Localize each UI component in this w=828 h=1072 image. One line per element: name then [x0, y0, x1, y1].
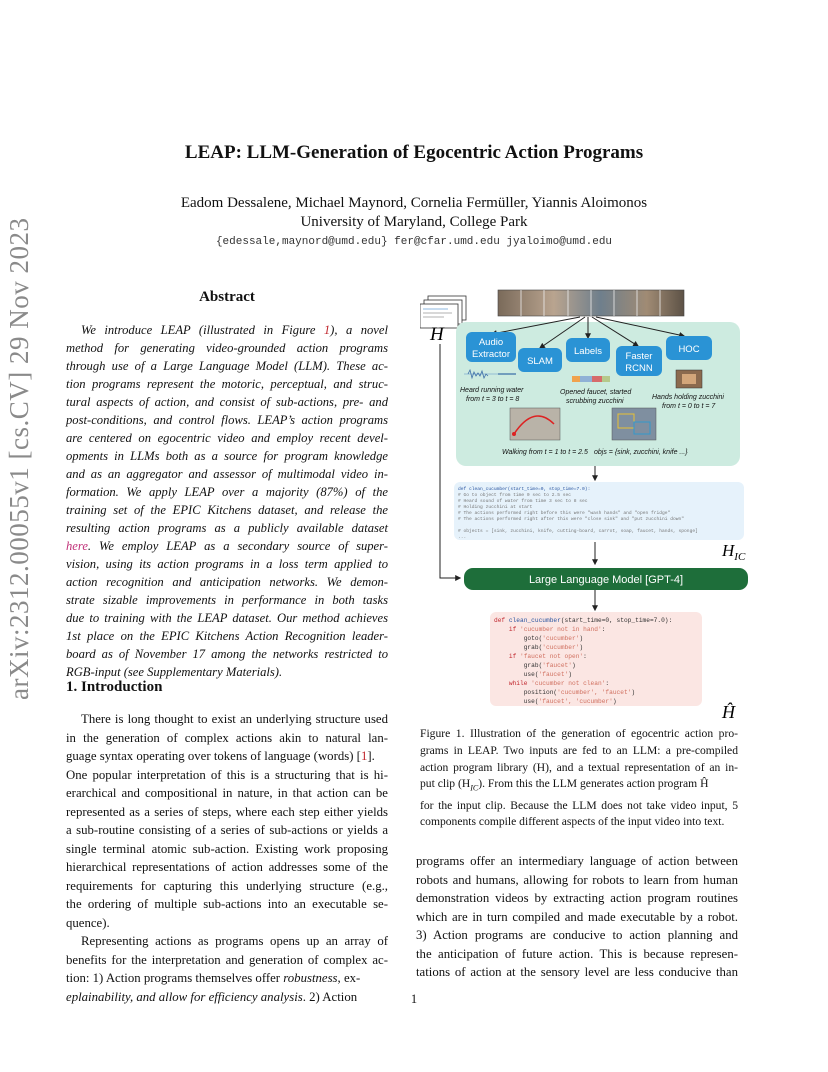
abstract-line: RGB-input (see Supplementary Materials).: [66, 665, 283, 679]
body-line: tations of action at the sensory level are less conducive than: [416, 965, 738, 979]
body-line: the ordering of multiple sub-actions into an executable se-: [66, 897, 388, 911]
abstract-line: We introduce LEAP (illustrated in Figure 1), a novel: [81, 323, 388, 337]
body-line: which are in turn compiled and made executable by a robot.: [416, 909, 738, 924]
body-line: programs offer an intermediary language of action between: [416, 854, 738, 868]
abstract-line: action recognition and anticipation networks. We demon-: [66, 575, 388, 589]
affiliation: University of Maryland, College Park: [300, 214, 528, 230]
svg-text:Extractor: Extractor: [471, 349, 511, 360]
abstract-line: strate sizable improvements in performance in both tasks: [66, 593, 388, 607]
slam-trajectory-image: [510, 408, 560, 440]
caption-line: action program library (H), and a textual representation of an in-: [420, 760, 738, 774]
figure-ref-link[interactable]: 1: [323, 323, 331, 337]
abstract-line: vision, using its action programs in a loss term applied to: [66, 557, 388, 571]
body-line: robots and humans, allowing for robots to learn from human: [416, 872, 738, 887]
svg-text:Faster: Faster: [625, 351, 653, 362]
section-heading-introduction: 1. Introduction: [66, 679, 163, 695]
abstract-line: post-conditions, and control flows. LEAP’s action programs: [66, 413, 388, 427]
abstract-line: are centered on egocentric video and employ recent devel-: [66, 431, 388, 445]
svg-text:...: ...: [458, 535, 467, 540]
dataset-link[interactable]: here: [66, 539, 88, 553]
page-number: 1: [410, 992, 418, 1006]
abstract-line: resulting action programs as a publicly available dataset: [66, 521, 388, 535]
body-line: guage syntax operating over tokens of language (words) [1].: [66, 749, 375, 763]
abstract-line: and as an aggregator and assessor of multimodal video in-: [66, 467, 388, 481]
abstract-line: training set of the EPIC Kitchens dataset, and release the: [66, 503, 388, 517]
detection-image: [612, 408, 656, 440]
body-line: There is long thought to exist an underlying structure used: [81, 712, 388, 726]
svg-text:Opened faucet, started: Opened faucet, started: [560, 389, 632, 396]
body-line: represented as a series of steps, where each step either yields: [66, 804, 388, 819]
labels-color-bar: [572, 376, 610, 382]
abstract-line: due to training with the LEAP dataset. Our method achieves: [66, 611, 388, 625]
llm-label: Large Language Model [GPT-4]: [528, 574, 684, 586]
body-line: tion: 1) Action programs themselves offer robustness, ex-: [66, 971, 361, 985]
svg-text:use('faucet', 'cucumber'): use('faucet', 'cucumber'): [494, 698, 617, 705]
abstract-line: opments in LLMs both as a source for program knowledge: [66, 449, 388, 463]
svg-text:scrubbing zucchini: scrubbing zucchini: [566, 398, 624, 405]
body-line: One popular interpretation of this is a structuring that is hi-: [66, 767, 388, 782]
svg-text:Walking from t = 1 to t = 2.5: Walking from t = 1 to t = 2.5: [502, 449, 588, 456]
body-line: quence).: [66, 915, 110, 930]
body-line: demonstration videos by extracting action program routines: [416, 891, 738, 905]
body-line: 3) Action programs are conducive to action planning and: [416, 928, 738, 942]
caption-line: grams in LEAP. Two inputs are fed to an LLM: a pre-compiled: [420, 743, 738, 757]
svg-text:position('cucumber', 'faucet'): position('cucumber', 'faucet'): [494, 689, 636, 696]
svg-text:# Heard sound of water fro: # Heard sound of water from time 3 sec to 8 sec: [458, 499, 588, 504]
svg-text:Audio: Audio: [478, 337, 504, 348]
abstract-line: board as of November 17 among the networks restricted to: [66, 647, 388, 661]
svg-text:from t = 3 to t = 8: from t = 3 to t = 8: [466, 396, 520, 403]
svg-text:# Holding zucchini at star: # Holding zucchini at start: [458, 505, 533, 510]
abstract-line: here. We employ LEAP as a secondary source of super-: [66, 539, 388, 553]
audio-extractor-node: [466, 332, 516, 362]
hoc-node: [666, 336, 712, 360]
abstract-line: tural aspects of action, and consist of sub-actions, pre- and: [66, 395, 388, 409]
body-line: single terminal atomic sub-action. Existing work proposing: [66, 841, 388, 856]
abstract-line: tion programs represent the motoric, perceptual, and struc-: [66, 377, 388, 391]
abstract-line: method for generating video-grounded action programs: [66, 341, 388, 355]
intro-left-column: [66, 710, 388, 1006]
svg-text:def clean_cucumber(start_time=: def clean_cucumber(start_time=0, stop_time=7.0):: [458, 487, 591, 492]
body-line: benefits for the interpretation and generation of complex ac-: [66, 952, 388, 967]
body-line: requirements for capturing this underlying structure (e.g.,: [66, 878, 388, 893]
svg-text:# Go to object from time 0: # Go to object from time 0 sec to 2.5 sec: [458, 493, 572, 498]
svg-text:grab('cucumber'): grab('cucumber'): [494, 644, 584, 651]
svg-text:if 'cucumber not in hand':: if 'cucumber not in hand':: [494, 626, 606, 633]
abstract-line: 1st place on the EPIC Kitchens Action Recognition leader-: [66, 629, 388, 643]
body-line: the anticipation of future action. This is because represen-: [416, 946, 738, 961]
svg-text:grab('faucet'): grab('faucet'): [494, 662, 576, 669]
caption-line: components compile different aspects of the input video into text.: [420, 815, 725, 829]
abstract-body: [66, 321, 388, 681]
input-video-strip: [498, 290, 684, 316]
labels-node: [566, 338, 610, 362]
svg-text:HOC: HOC: [678, 344, 700, 355]
hoc-hands-thumbnail: [676, 370, 702, 388]
body-line: eplainability, and allow for efficiency analysis. 2) Action: [66, 989, 358, 1004]
svg-text:objs = {sink, zucchini, knife: objs = {sink, zucchini, knife ...}: [594, 449, 688, 456]
svg-text:# objects = [sink, zucchin: # objects = [sink, zucchini, knife, cutting-board, carrot, soap, faucet, hands, sponge]: [458, 529, 698, 534]
abstract-line: through use of a Large Language Model (LLM). These ac-: [66, 359, 388, 373]
svg-text:if 'faucet not open':: if 'faucet not open':: [494, 653, 587, 660]
author-list: Eadom Dessalene, Michael Maynord, Cornelia Fermüller, Yiannis Aloimonos: [180, 195, 648, 211]
abstract-line: formation. We apply LEAP over a majority (87%) of the: [66, 485, 388, 499]
body-line: erarchical and compositional in nature, in that action can be: [66, 786, 388, 800]
body-line: hierarchical representations of action addresses some of the: [66, 860, 388, 874]
svg-text:def clean_cucumber(start_time=: def clean_cucumber(start_time=0, stop_time=7.0):: [494, 617, 673, 624]
svg-text:# The actions performed ri: # The actions performed right after this were "close sink" and "put zucchini down": [458, 517, 685, 522]
figure-1-diagram: [420, 284, 750, 724]
h-hat-label: Ĥ: [722, 702, 735, 722]
body-line: Representing actions as programs opens up an array of: [81, 934, 388, 948]
svg-text:Heard running water: Heard running water: [460, 387, 524, 394]
svg-text:Hands holding zucchini: Hands holding zucchini: [652, 394, 724, 401]
svg-text:Labels: Labels: [574, 346, 602, 357]
caption-line: Figure 1. Illustration of the generation of egocentric action pro-: [420, 727, 738, 740]
paper-title: LEAP: LLM-Generation of Egocentric Action Programs: [184, 142, 644, 163]
hic-label: $H_{IC}$: [722, 541, 746, 563]
citation-link[interactable]: 1: [360, 749, 368, 763]
caption-line: for the input clip. Because the LLM does not take video input, 5: [420, 798, 738, 812]
svg-text:while 'cucumber not clean':: while 'cucumber not clean':: [494, 680, 610, 687]
slam-node: [518, 348, 562, 372]
body-line: in the generation of complex actions akin to natural lan-: [66, 730, 388, 745]
intro-right-column: [416, 852, 738, 982]
library-h-label: H: [430, 324, 444, 345]
arxiv-stamp: arXiv:2312.00055v1 [cs.CV] 29 Nov 2023: [4, 217, 34, 700]
email-list: {edessale,maynord@umd.edu} fer@cfar.umd.edu jyaloimo@umd.edu: [215, 236, 613, 248]
svg-text:SLAM: SLAM: [527, 356, 553, 367]
caption-line: put clip $(H_{IC})$. From this the LLM generates action program Ĥ: [420, 777, 709, 793]
svg-text:# The actions performed ri: # The actions performed right before this were "wash hands" and "open fridge": [458, 511, 671, 516]
svg-text:goto('cucumber'): goto('cucumber'): [494, 635, 584, 642]
figure-1: [420, 284, 750, 724]
body-line: a sub-routine consisting of a series of sub-actions or yields a: [66, 823, 388, 837]
svg-text:from t = 0 to t = 7: from t = 0 to t = 7: [662, 403, 716, 410]
svg-text:use('faucet'): use('faucet'): [494, 671, 573, 678]
svg-text:RCNN: RCNN: [625, 363, 653, 374]
faster-rcnn-node: [616, 346, 662, 376]
abstract-heading: Abstract: [199, 289, 255, 305]
figure-1-caption: [420, 726, 738, 831]
